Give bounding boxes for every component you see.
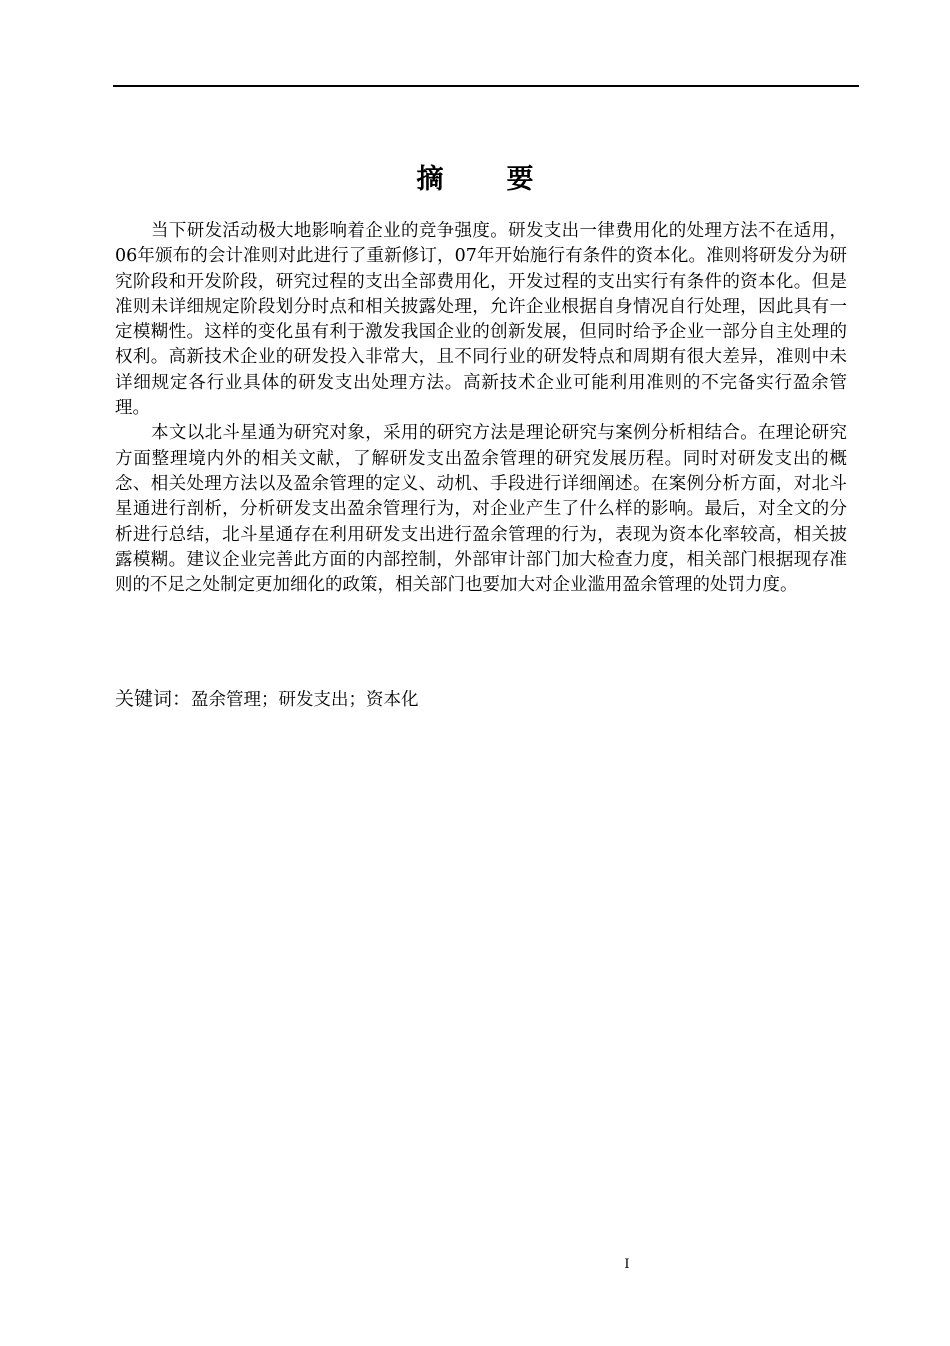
keywords-line [115, 686, 847, 713]
keywords-label: 关键词： [115, 688, 192, 710]
page-title: 摘 要 [416, 164, 552, 195]
abstract-paragraph-2: 本文以北斗星通为研究对象，采用的研究方法是理论研究与案例分析相结合。在理论研究方面整理境内外的相关文献，了解研发支出盈余管理的研究发展历程。同时对研发支出的概念、相关处理方法以及盈余管理的定义、动机、手段进行详细阐述。在案例分析方面，对北斗星通进行剖析，分析研发支出盈余管理行为，对企业产生了什么样的影响。最后，对全文的分析进行总结，北斗星通存在利用研发支出进行盈余管理的行为，表现为资本化率较高，相关披露模糊。建议企业完善此方面的内部控制，外部审计部门加大检查力度，相关部门根据现存准则的不足之处制定更加细化的政策，相关部门也要加大对企业滥用盈余管理的处罚力度。 [115, 423, 847, 596]
page-number: I [624, 1257, 630, 1272]
abstract-body [115, 219, 847, 598]
keywords-value: 盈余管理；研发支出；资本化 [191, 690, 419, 710]
header-rule [113, 85, 859, 87]
abstract-paragraph-1: 当下研发活动极大地影响着企业的竞争强度。研发支出一律费用化的处理方法不在适用，06年颁布的会计准则对此进行了重新修订，07年开始施行有条件的资本化。准则将研发分为研究阶段和开发阶段，研究过程的支出全部费用化，开发过程的支出实行有条件的资本化。但是准则未详细规定阶段划分时点和相关披露处理，允许企业根据自身情况自行处理，因此具有一定模糊性。这样的变化虽有利于激发我国企业的创新发展，但同时给予企业一部分自主处理的权利。高新技术企业的研发投入非常大，且不同行业的研发特点和周期有很大差异，准则中未详细规定各行业具体的研发支出处理方法。高新技术企业可能利用准则的不完备实行盈余管理。 [115, 221, 847, 419]
